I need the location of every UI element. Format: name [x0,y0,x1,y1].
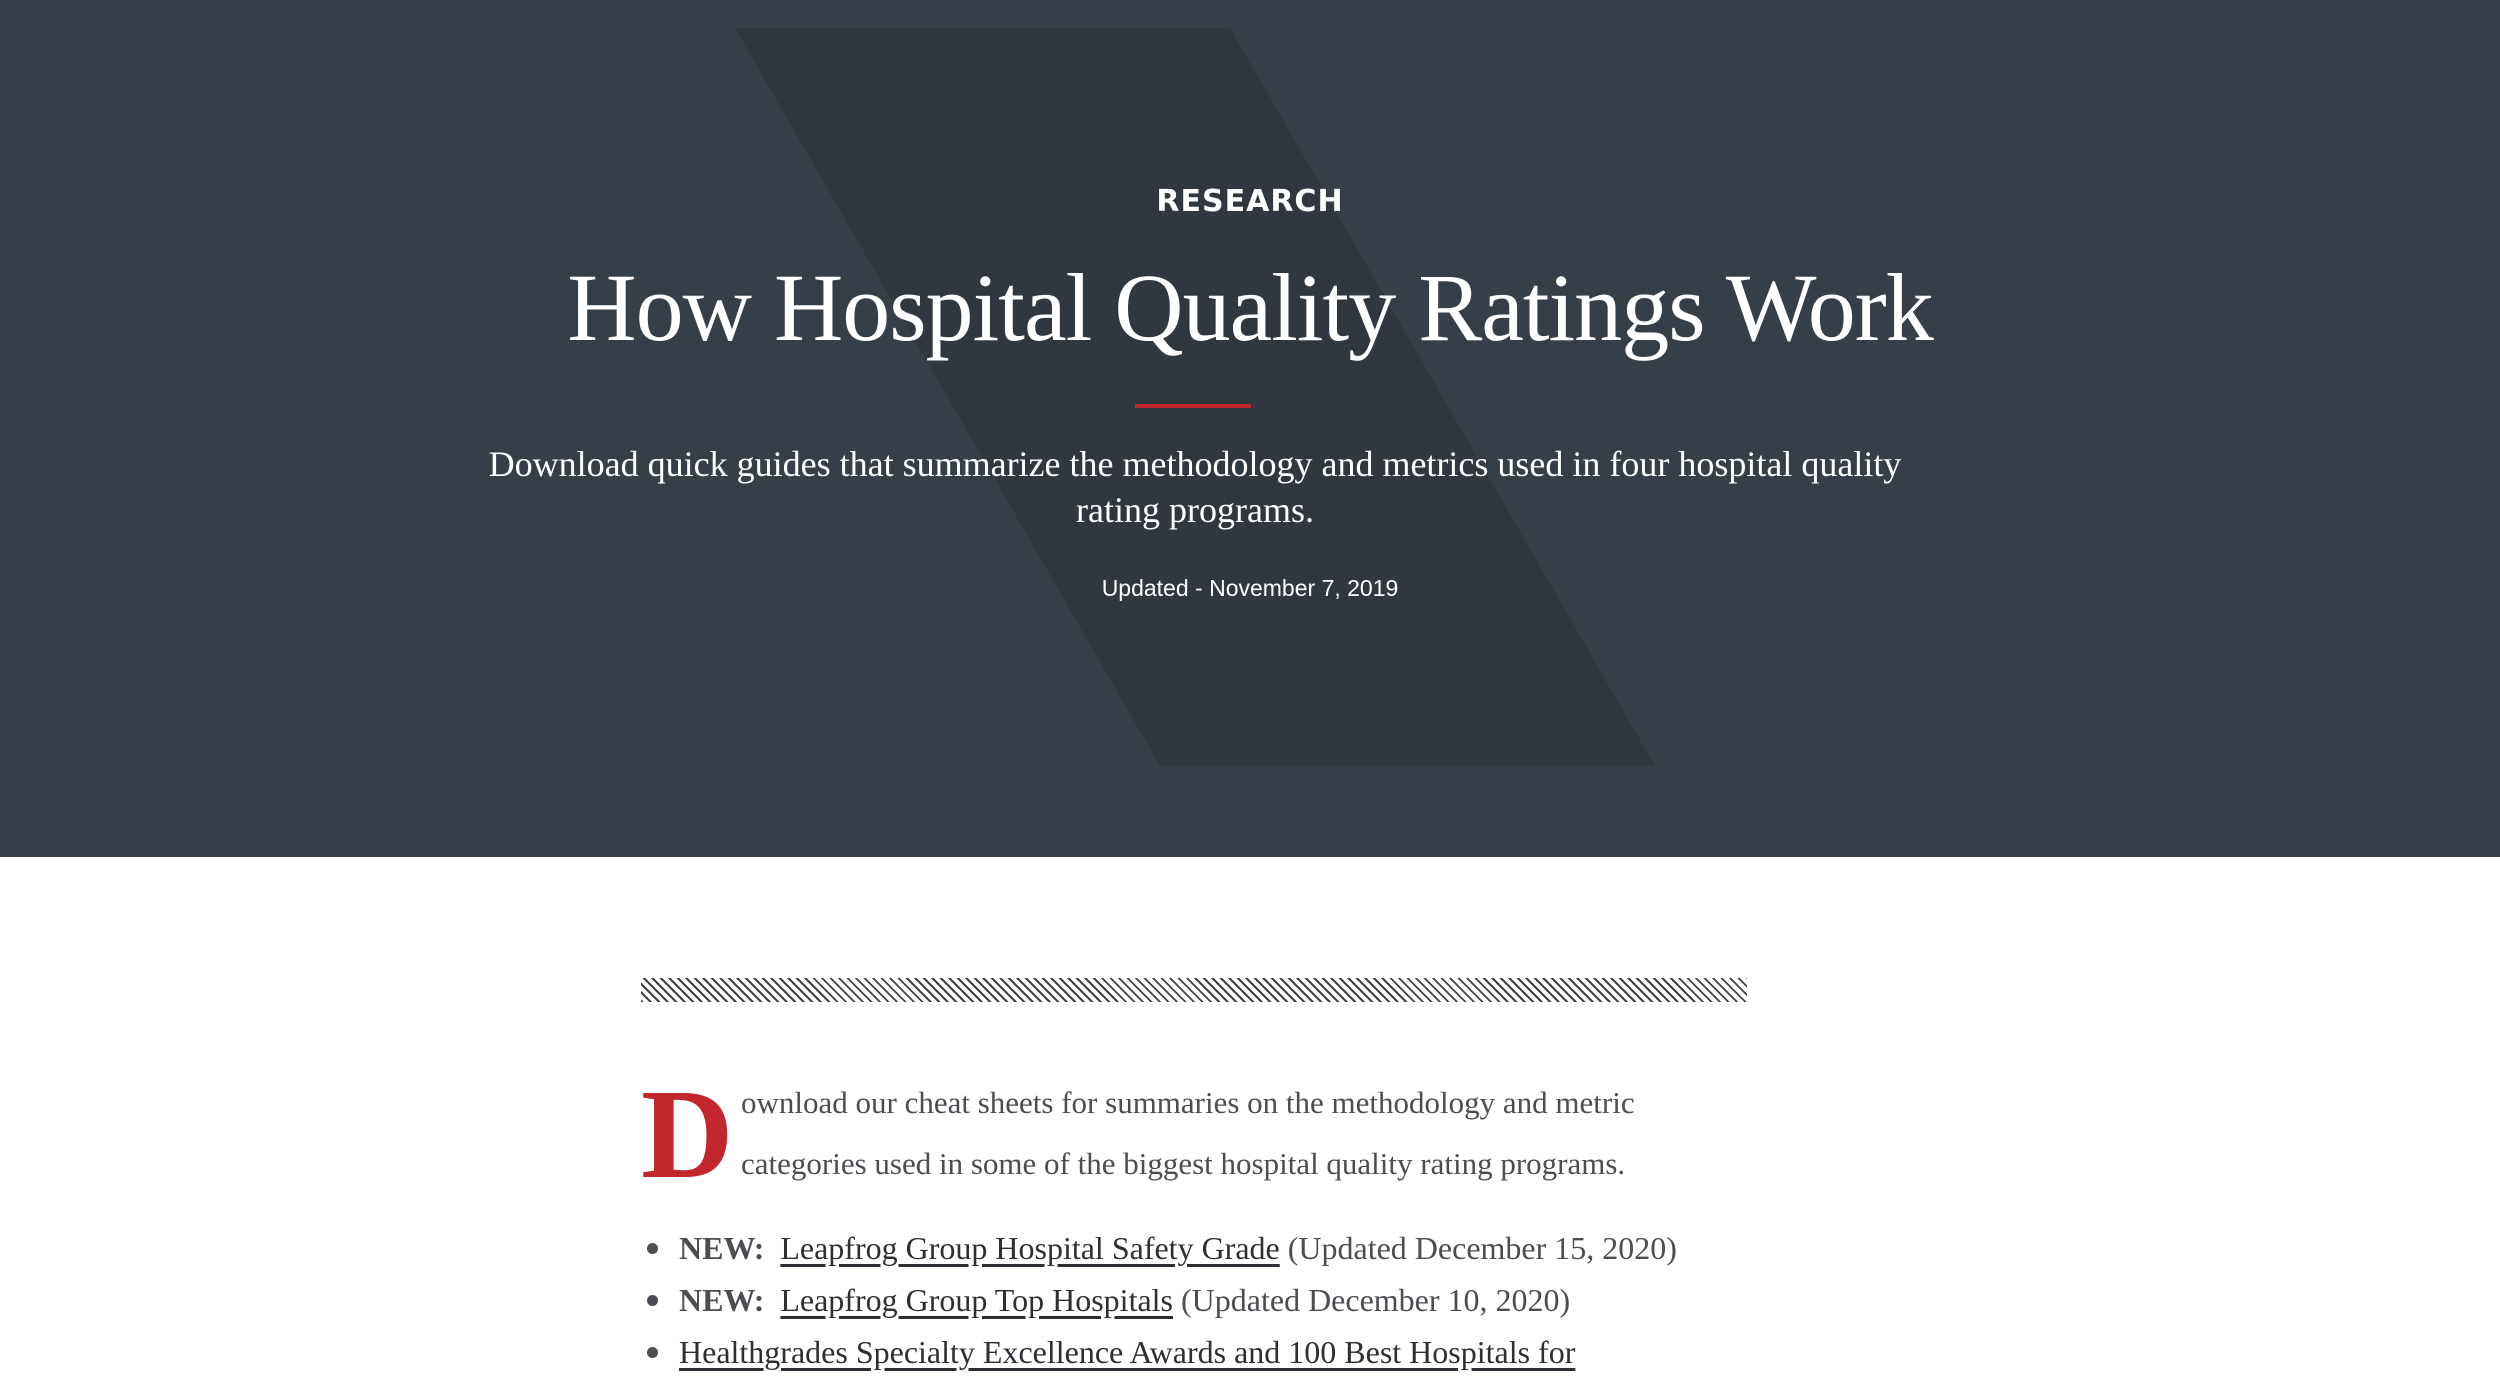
page-subtitle: Download quick guides that summarize the methodology and metrics used in four hospital quality rating programs. [488,444,1902,530]
leapfrog-safety-grade-link[interactable]: Leapfrog Group Hospital Safety Grade [780,1230,1280,1266]
intro-text: ownload our cheat sheets for summaries on the methodology and metric categories used in some of the biggest hospital quality rating programs. [741,1085,1635,1181]
list-item [641,1274,1747,1326]
category-label[interactable]: RESEARCH [1156,184,1344,219]
leapfrog-top-hospitals-link[interactable]: Leapfrog Group Top Hospitals [780,1282,1173,1318]
page-title: How Hospital Quality Ratings Work [567,254,1933,361]
hatched-divider [641,978,1747,1002]
updated-date: Updated - November 7, 2019 [1101,575,1399,601]
updated-note: (Updated December 10, 2020) [1181,1282,1571,1318]
title-divider [1135,404,1251,408]
bullet-icon [647,1295,658,1306]
list-item [641,1222,1747,1274]
dropcap-letter: D [641,1063,734,1205]
bullet-icon [647,1243,658,1254]
new-badge: NEW: [679,1230,765,1266]
guide-list [641,1222,1747,1378]
new-badge: NEW: [679,1282,765,1318]
list-item [641,1326,1747,1378]
updated-note: (Updated December 15, 2020) [1287,1230,1677,1266]
bullet-icon [647,1347,658,1358]
healthgrades-awards-link[interactable]: Healthgrades Specialty Excellence Awards and 100 Best Hospitals for [679,1334,1576,1370]
